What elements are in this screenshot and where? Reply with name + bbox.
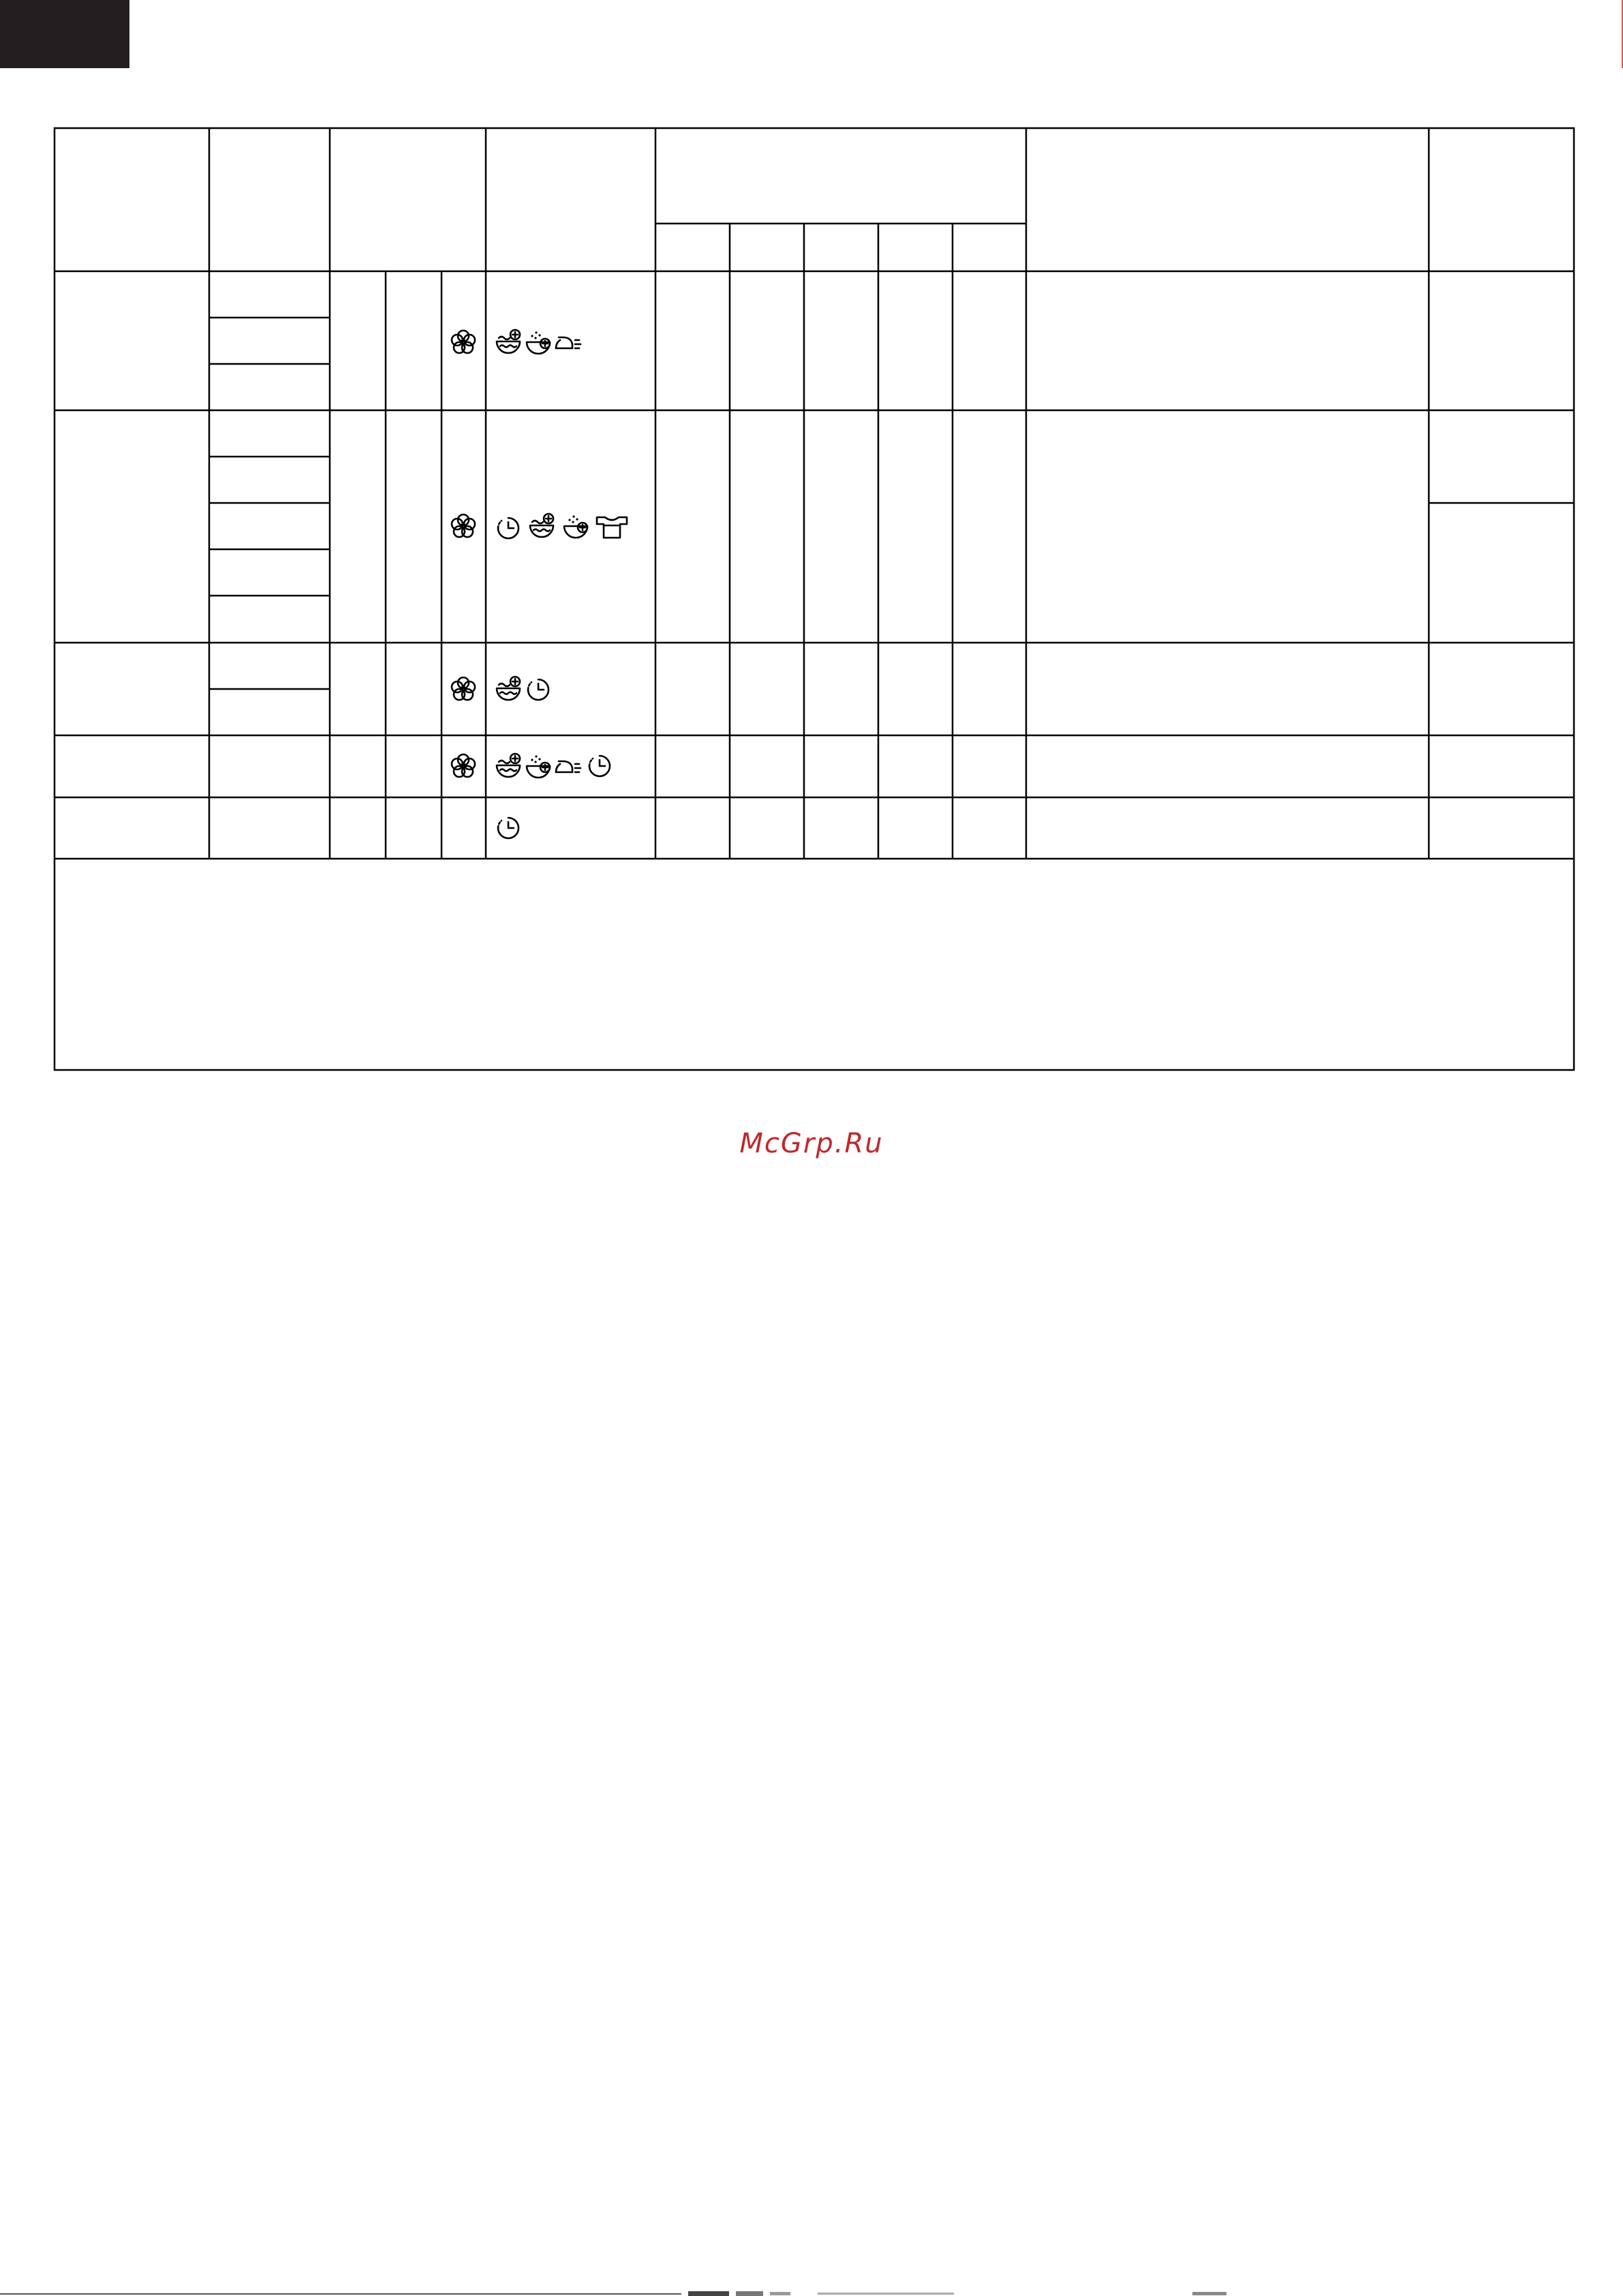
- extra-rinse-icon: [527, 755, 550, 778]
- flower-icon: [452, 515, 475, 537]
- extra-rinse-icon: [564, 515, 587, 538]
- shirt-icon: [597, 517, 627, 538]
- timer-icon: [498, 518, 519, 538]
- timer-icon: [528, 679, 548, 700]
- flower-icon: [452, 677, 475, 700]
- easy-iron-icon: [556, 761, 581, 772]
- intensive-wash-icon: [497, 754, 520, 777]
- flower-icon: [452, 754, 475, 777]
- watermark: McGrp.Ru: [739, 1128, 884, 1159]
- timer-icon: [589, 756, 610, 776]
- bottom-scan-strip: [0, 2291, 1623, 2296]
- timer-icon: [498, 818, 519, 838]
- easy-iron-icon: [556, 337, 581, 348]
- extra-rinse-icon: [527, 331, 550, 354]
- intensive-wash-icon: [530, 514, 553, 537]
- intensive-wash-icon: [497, 330, 520, 353]
- flower-icon: [452, 331, 475, 353]
- intensive-wash-icon: [497, 677, 520, 700]
